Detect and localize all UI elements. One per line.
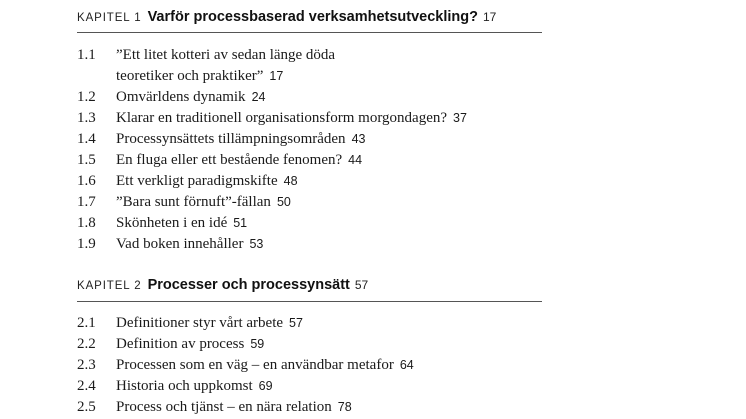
- section-title: Klarar en traditionell organisationsform morgondagen?: [116, 110, 448, 126]
- section-number: 1.2: [77, 89, 96, 105]
- section-page: 57: [289, 316, 303, 330]
- section-title: Ett verkligt paradigmskifte: [116, 173, 278, 189]
- chapter-1-heading: [77, 8, 542, 33]
- chapter-1-label: KAPITEL 1: [77, 12, 142, 24]
- section-page: 48: [283, 174, 298, 188]
- section-number: 1.8: [77, 215, 96, 231]
- toc-entry-2-3[interactable]: [77, 355, 597, 376]
- toc-entry-1-3[interactable]: [77, 108, 597, 129]
- toc-entry-2-5[interactable]: [77, 397, 597, 418]
- section-number: 2.2: [77, 336, 96, 352]
- section-title-line-1: ”Ett litet kotteri av sedan länge döda: [116, 47, 336, 63]
- chapter-2-heading: [77, 276, 542, 302]
- section-page: 24: [251, 90, 266, 104]
- section-title: Historia och uppkomst: [116, 378, 253, 394]
- chapter-2-page: 57: [354, 278, 369, 292]
- section-title: Definitioner styr vårt arbete: [116, 315, 284, 331]
- section-title: ”Bara sunt förnuft”-fällan: [116, 194, 271, 210]
- section-number: 2.3: [77, 357, 96, 373]
- section-number: 1.7: [77, 194, 96, 210]
- section-title: Processen som en väg – en användbar metafor: [116, 357, 394, 373]
- section-page: 50: [276, 195, 291, 209]
- toc-entry-2-4[interactable]: [77, 376, 597, 397]
- toc-entry-1-6[interactable]: [77, 171, 597, 192]
- section-page: 43: [351, 132, 366, 146]
- section-page: 64: [399, 358, 414, 372]
- section-number: 1.6: [77, 173, 96, 189]
- section-page: 51: [233, 216, 248, 230]
- section-title: Vad boken innehåller: [116, 236, 244, 252]
- section-title: En fluga eller ett bestående fenomen?: [116, 152, 343, 168]
- toc-entry-1-9[interactable]: [77, 234, 597, 255]
- section-title: Processynsättets tillämpningsområden: [116, 131, 346, 147]
- section-number: 2.4: [77, 378, 96, 394]
- toc-entry-1-5[interactable]: [77, 150, 597, 171]
- section-number: 2.5: [77, 399, 96, 415]
- section-number: 1.4: [77, 131, 96, 147]
- section-page: 44: [348, 153, 363, 167]
- section-page: 69: [258, 379, 273, 393]
- chapter-1-page: 17: [483, 10, 497, 24]
- toc-entry-2-2[interactable]: [77, 334, 597, 355]
- toc-entry-1-7[interactable]: [77, 192, 597, 213]
- toc-entry-1-2[interactable]: [77, 87, 597, 108]
- section-number: 1.3: [77, 110, 96, 126]
- chapter-2-title: Processer och processynsätt: [147, 277, 350, 293]
- chapter-1-entries: [77, 45, 597, 255]
- section-page: 59: [250, 337, 265, 351]
- section-title: Process och tjänst – en nära relation: [116, 399, 332, 415]
- toc-entry-1-1[interactable]: [77, 45, 597, 87]
- section-page: 37: [453, 111, 467, 125]
- section-page: 53: [249, 237, 264, 251]
- chapter-2-entries: [77, 313, 597, 418]
- toc-entry-2-1[interactable]: [77, 313, 597, 334]
- toc-entry-1-8[interactable]: [77, 213, 597, 234]
- section-title: Skönheten i en idé: [116, 215, 228, 231]
- section-page: 78: [337, 400, 352, 414]
- section-number: 1.1: [77, 47, 96, 63]
- toc-entry-1-4[interactable]: [77, 129, 597, 150]
- section-title: Definition av process: [116, 336, 245, 352]
- section-number: 2.1: [77, 315, 96, 331]
- section-title: Omvärldens dynamik: [116, 89, 246, 105]
- section-page: 17: [269, 69, 284, 83]
- section-number: 1.9: [77, 236, 96, 252]
- chapter-2-label: KAPITEL 2: [77, 280, 142, 292]
- section-number: 1.5: [77, 152, 96, 168]
- section-title-line-2: teoretiker och praktiker”: [116, 68, 264, 84]
- chapter-1-title: Varför processbaserad verksamhetsutveckling?: [147, 9, 478, 25]
